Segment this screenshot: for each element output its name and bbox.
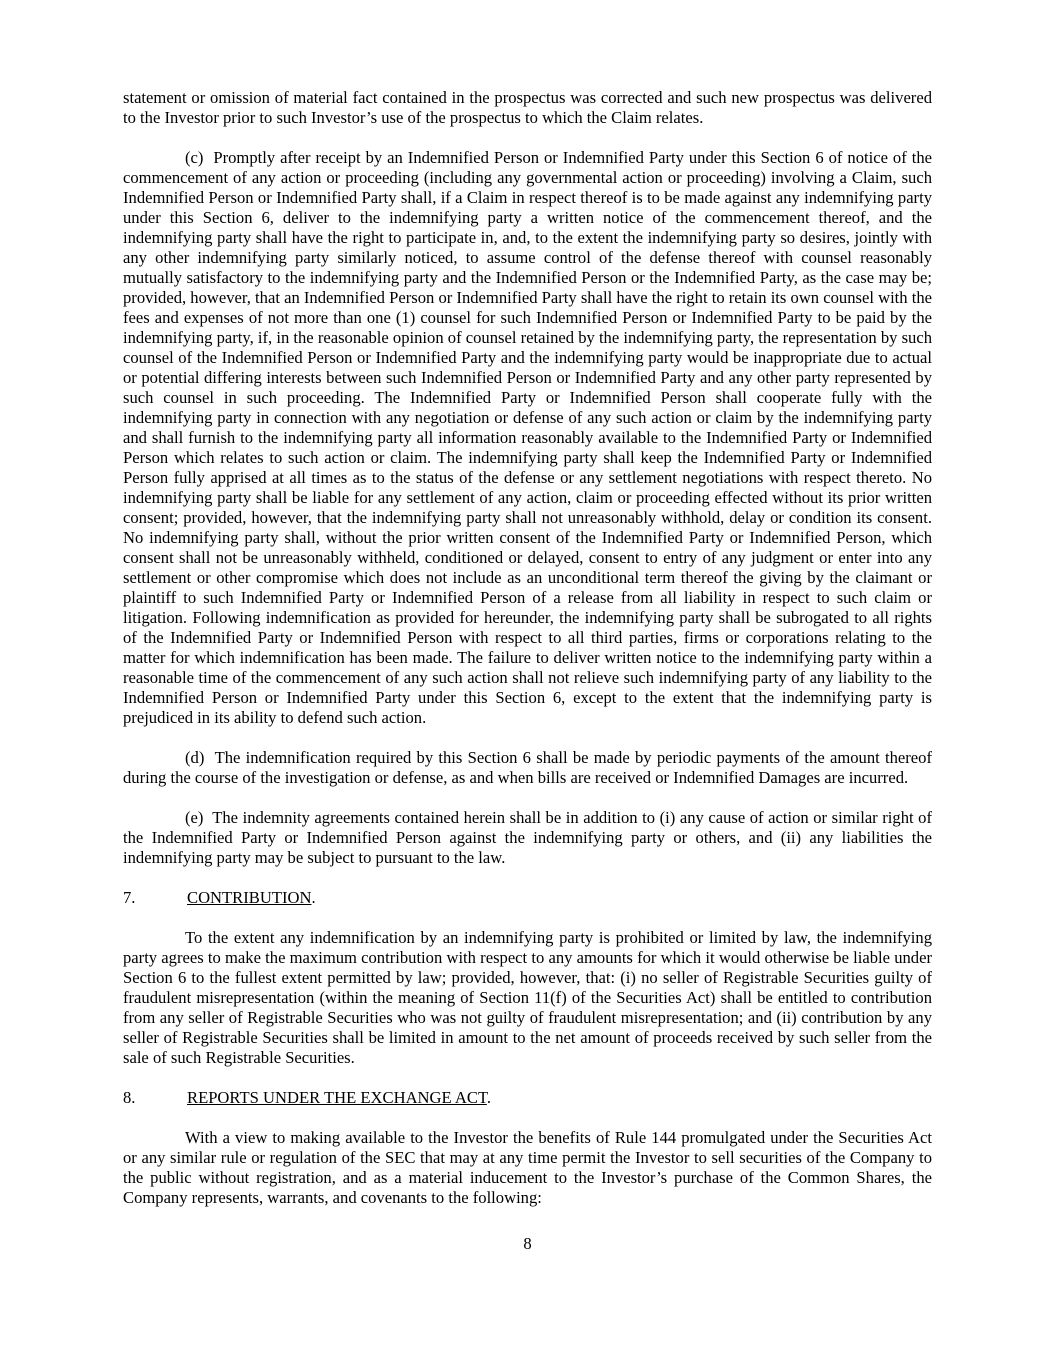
section-8-number: 8. [123,1088,136,1107]
paragraph-e: (e) The indemnity agreements contained herein shall be in addition to (i) any cause of action or similar right of the Indemnified Party or Indemnified Person against the indemnifying party or others, and (ii) any liabilities the indemnifying party may be subject to pursuant to the law. [123,808,932,867]
section-8-body: With a view to making available to the Investor the benefits of Rule 144 promulgated under the Securities Act or any similar rule or regulation of the SEC that may at any time permit the Investor to sell securities of the Company to the public without registration, and as a material inducement to the Investor’s purchase of the Common Shares, the Company represents, warrants, and covenants to the following: [123,1128,932,1207]
section-8-heading [123,1088,932,1108]
section-7-body: To the extent any indemnification by an indemnifying party is prohibited or limited by law, the indemnifying party agrees to make the maximum contribution with respect to any amounts for which it would otherwise be liable under Section 6 to the fullest extent permitted by law; provided, however, that: (i) no seller of Registrable Securities guilty of fraudulent misrepresentation (within the meaning of Section 11(f) of the Securities Act) shall be entitled to contribution from any seller of Registrable Securities who was not guilty of fraudulent misrepresentation; and (ii) contribution by any seller of Registrable Securities shall be limited in amount to the net amount of proceeds received by such seller from the sale of such Registrable Securities. [123,928,932,1067]
section-8-title: REPORTS UNDER THE EXCHANGE ACT [187,1088,487,1107]
paragraph-d: (d) The indemnification required by this Section 6 shall be made by periodic payments of the amount thereof during the course of the investigation or defense, as and when bills are received or Indemnified Damages are incurred. [123,748,932,787]
section-7-title: CONTRIBUTION [187,888,312,907]
paragraph-c: (c) Promptly after receipt by an Indemnified Person or Indemnified Party under this Section 6 of notice of the commencement of any action or proceeding (including any governmental action or proceeding) involving a Claim, such Indemnified Person or Indemnified Party shall, if a Claim in respect thereof is to be made against any indemnifying party under this Section 6, deliver to the indemnifying party a written notice of the commencement thereof, and the indemnifying party shall have the right to participate in, and, to the extent the indemnifying party so desires, jointly with any other indemnifying party similarly noticed, to assume control of the defense thereof with counsel reasonably mutually satisfactory to the indemnifying party and the Indemnified Person or the Indemnified Party, as the case may be; provided, however, that an Indemnified Person or Indemnified Party shall have the right to retain its own counsel with the fees and expenses of not more than one (1) counsel for such Indemnified Person or Indemnified Party to be paid by the indemnifying party, if, in the reasonable opinion of counsel retained by the indemnifying party, the representation by such counsel of the Indemnified Person or Indemnified Party and the indemnifying party would be inappropriate due to actual or potential differing interests between such Indemnified Person or Indemnified Party and any other party represented by such counsel in such proceeding. The Indemnified Party or Indemnified Person shall cooperate fully with the indemnifying party in connection with any negotiation or defense of any such action or claim by the indemnifying party and shall furnish to the indemnifying party all information reasonably available to the Indemnified Party or Indemnified Person which relates to such action or claim. The indemnifying party shall keep the Indemnified Party or Indemnified Person fully apprised at all times as to the status of the defense or any settlement negotiations with respect thereto. No indemnifying party shall be liable for any settlement of any action, claim or proceeding effected without its prior written consent; provided, however, that the indemnifying party shall not unreasonably withhold, delay or condition its consent. No indemnifying party shall, without the prior written consent of the Indemnified Party or Indemnified Person, which consent shall not be unreasonably withheld, conditioned or delayed, consent to entry of any judgment or enter into any settlement or other compromise which does not include as an unconditional term thereof the giving by the claimant or plaintiff to such Indemnified Party or Indemnified Person of a release from all liability in respect to such claim or litigation. Following indemnification as provided for hereunder, the indemnifying party shall be subrogated to all rights of the Indemnified Party or Indemnified Person with respect to all third parties, firms or corporations relating to the matter for which indemnification has been made. The failure to deliver written notice to the indemnifying party within a reasonable time of the commencement of any such action shall not relieve such indemnifying party of any liability to the Indemnified Person or Indemnified Party under this Section 6, except to the extent that the indemnifying party is prejudiced in its ability to defend such action. [123,148,933,727]
section-7-period: . [311,888,316,907]
section-7-heading [123,888,932,908]
page-number: 8 [523,1234,532,1253]
section-7-number: 7. [123,888,136,907]
paragraph-continuation: statement or omission of material fact contained in the prospectus was corrected and such new prospectus was delivered to the Investor prior to such Investor’s use of the prospectus to which the Claim relates. [123,88,932,127]
section-8-period: . [486,1088,492,1107]
